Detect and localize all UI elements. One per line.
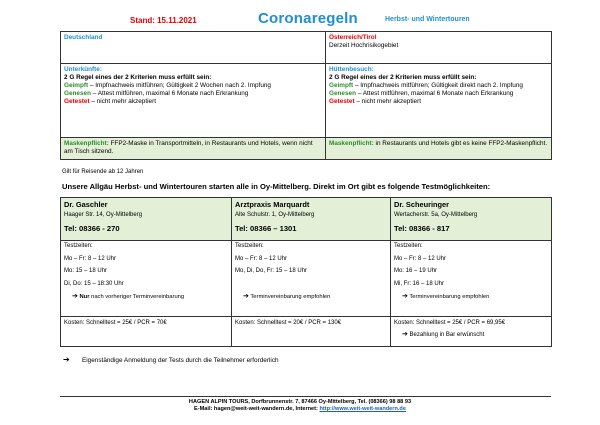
geimpft-right: [329, 82, 548, 90]
getestet-right: [329, 98, 548, 106]
provider-address: Haager Str. 14, Oy-Mittelberg: [64, 212, 143, 219]
age-note: Gilt für Reisende ab 12 Jahren: [62, 169, 144, 175]
rules-table: [60, 31, 552, 160]
mask-text: FFP2-Maske in Transportmitteln, in Restaurants und Hotels, wenn nicht am Tisch sitzend.: [64, 140, 313, 155]
hours-gaschler: [61, 241, 232, 317]
hours-line: Mo, Di, Do, Fr: 15 – 18 Uhr: [235, 268, 308, 274]
provider-scheuringer: [391, 198, 552, 241]
payment-note: [402, 331, 548, 340]
mask-label: Maskenpflicht:: [329, 140, 374, 147]
note-text: Bezahlung in Bar erwünscht: [409, 331, 485, 338]
getestet-label: Getestet: [64, 98, 90, 105]
arrow-right-icon: ➔: [243, 293, 249, 300]
costs-gaschler: [61, 317, 232, 347]
hours-marquardt: [232, 241, 391, 317]
provider-phone: Tel: 08366 – 1301: [235, 223, 297, 233]
germany-label: Deutschland: [64, 34, 103, 41]
getestet-left: [64, 98, 322, 106]
rule-2g-left: 2 G Regel eines der 2 Kriterien muss erfüllt sein:: [64, 74, 212, 81]
appointment-note: [243, 293, 387, 302]
austria-note: Derzeit Hochrisikogebiet: [329, 42, 399, 49]
costs-scheuringer: [391, 317, 552, 347]
mask-text: in Restaurants und Hotels gibt es keine FFP2-Maskenpflicht.: [373, 140, 548, 147]
appointment-note: [402, 293, 548, 302]
arrow-right-icon: ➔: [402, 330, 408, 338]
hours-line: Mo – Fr: 8 – 12 Uhr: [235, 255, 288, 262]
geimpft-left: [64, 82, 322, 90]
note-text: nach vorheriger Terminvereinbarung: [89, 294, 185, 300]
austria-label: Österreich/Tirol: [329, 34, 377, 41]
provider-marquardt: [232, 198, 391, 241]
geimpft-text: – Impfnachweis mitführen; Gültigkeit direkt nach 2. Impfung: [353, 82, 523, 89]
note-text: Terminvereinbarung empfohlen: [409, 294, 490, 300]
germany-cell: [61, 32, 326, 64]
page-subtitle: Herbst- und Wintertouren: [385, 16, 470, 23]
provider-gaschler: [61, 198, 232, 241]
geimpft-label: Geimpft: [329, 82, 354, 89]
costs-text: Kosten: Schnelltest = 25€ / PCR = 69,95€: [394, 320, 506, 326]
footer-email: E-Mail: hagen@weit-weit-wandern.de, Internet:: [194, 406, 320, 412]
provider-address: Wertacherstr. 5a, Oy-Mittelberg: [394, 212, 478, 219]
genesen-text: – Attest mitführen, maximal 6 Monate nach Erkrankung: [91, 90, 249, 97]
getestet-text: – nicht mehr akzeptiert: [354, 98, 421, 105]
hours-line: Mo – Fr: 8 – 12 Uhr: [64, 255, 117, 262]
note-emphasis: Nur: [79, 294, 90, 300]
header: [0, 9, 600, 31]
hours-header: Testzeiten:: [394, 243, 423, 249]
genesen-left: [64, 90, 322, 98]
arrow-right-icon: ➔: [402, 293, 408, 300]
intro-text: Unsere Allgäu Herbst- und Wintertouren starten alle in Oy-Mittelberg. Direkt im Ort gibt es folgende Testmöglichkeiten:: [62, 182, 491, 191]
hours-scheuringer: [391, 241, 552, 317]
hours-header: Testzeiten:: [64, 243, 93, 249]
provider-phone: Tel: 08366 - 270: [64, 223, 120, 233]
footer-address: HAGEN ALPIN TOURS, Dorfbrunnenstr. 7, 87466 Oy-Mittelberg, Tel. (08366) 98 88 93: [188, 399, 412, 405]
stand-date: Stand: 15.11.2021: [130, 16, 197, 25]
provider-name: Dr. Scheuringer: [394, 200, 450, 209]
genesen-text: – Attest mitführen, maximal 6 Monate nach Erkrankung: [356, 90, 514, 97]
hours-header: Testzeiten:: [235, 243, 264, 249]
provider-name: Dr. Gaschler: [64, 200, 108, 209]
costs-text: Kosten: Schnelltest = 20€ / PCR = 130€: [235, 320, 342, 326]
austria-cell: [326, 32, 552, 64]
geimpft-label: Geimpft: [64, 82, 89, 89]
genesen-label: Genesen: [329, 90, 356, 97]
hours-line: Mi, Fr: 16 – 18 Uhr: [394, 280, 445, 287]
hours-line: Mo: 16 – 19 Uhr: [394, 268, 438, 274]
registration-note: Eigenständige Anmeldung der Tests durch die Teilnehmer erforderlich: [82, 357, 279, 364]
website-link[interactable]: http://www.weit-weit-wandern.de: [319, 406, 406, 412]
mask-rule-austria: [326, 138, 552, 160]
accommodation-heading: Unterkünfte:: [64, 66, 102, 73]
arrow-right-icon: ➔: [63, 355, 70, 364]
hours-line: Mo: 15 – 18 Uhr: [64, 268, 108, 274]
costs-text: Kosten: Schnelltest = 25€ / PCR = 70€: [64, 320, 167, 326]
hut-visit-heading: Hüttenbesuch:: [329, 66, 374, 73]
getestet-text: – nicht mehr akzeptiert: [89, 98, 156, 105]
provider-phone: Tel: 08366 - 817: [394, 223, 450, 233]
genesen-label: Genesen: [64, 90, 91, 97]
hours-line: Mo – Fr: 8 – 12 Uhr: [394, 255, 447, 262]
rule-2g-right: 2 G Regel eines der 2 Kriterien muss erfüllt sein:: [329, 74, 477, 81]
geimpft-text: – Impfnachweis mitführen; Gültigkeit 2 Wochen nach 2. Impfung: [88, 82, 271, 89]
germany-accommodation-cell: [61, 64, 326, 138]
note-text: Terminvereinbarung empfohlen: [250, 294, 331, 300]
footer-contact: [0, 406, 600, 413]
mask-label: Maskenpflicht:: [64, 140, 109, 147]
arrow-right-icon: ➔: [72, 293, 78, 300]
mask-rule-germany: [61, 138, 326, 160]
test-locations-table: [60, 197, 552, 347]
appointment-note: [72, 293, 228, 302]
costs-marquardt: [232, 317, 391, 347]
footer-divider: [60, 396, 551, 397]
provider-name: Arztpraxis Marquardt: [235, 200, 310, 209]
hours-line: Di, Do: 15 – 18:30 Uhr: [64, 280, 124, 287]
genesen-right: [329, 90, 548, 98]
provider-address: Alte Schulstr. 1, Oy-Mittelberg: [235, 212, 315, 219]
getestet-label: Getestet: [329, 98, 355, 105]
austria-hut-cell: [326, 64, 552, 138]
page-title: Coronaregeln: [258, 10, 358, 27]
